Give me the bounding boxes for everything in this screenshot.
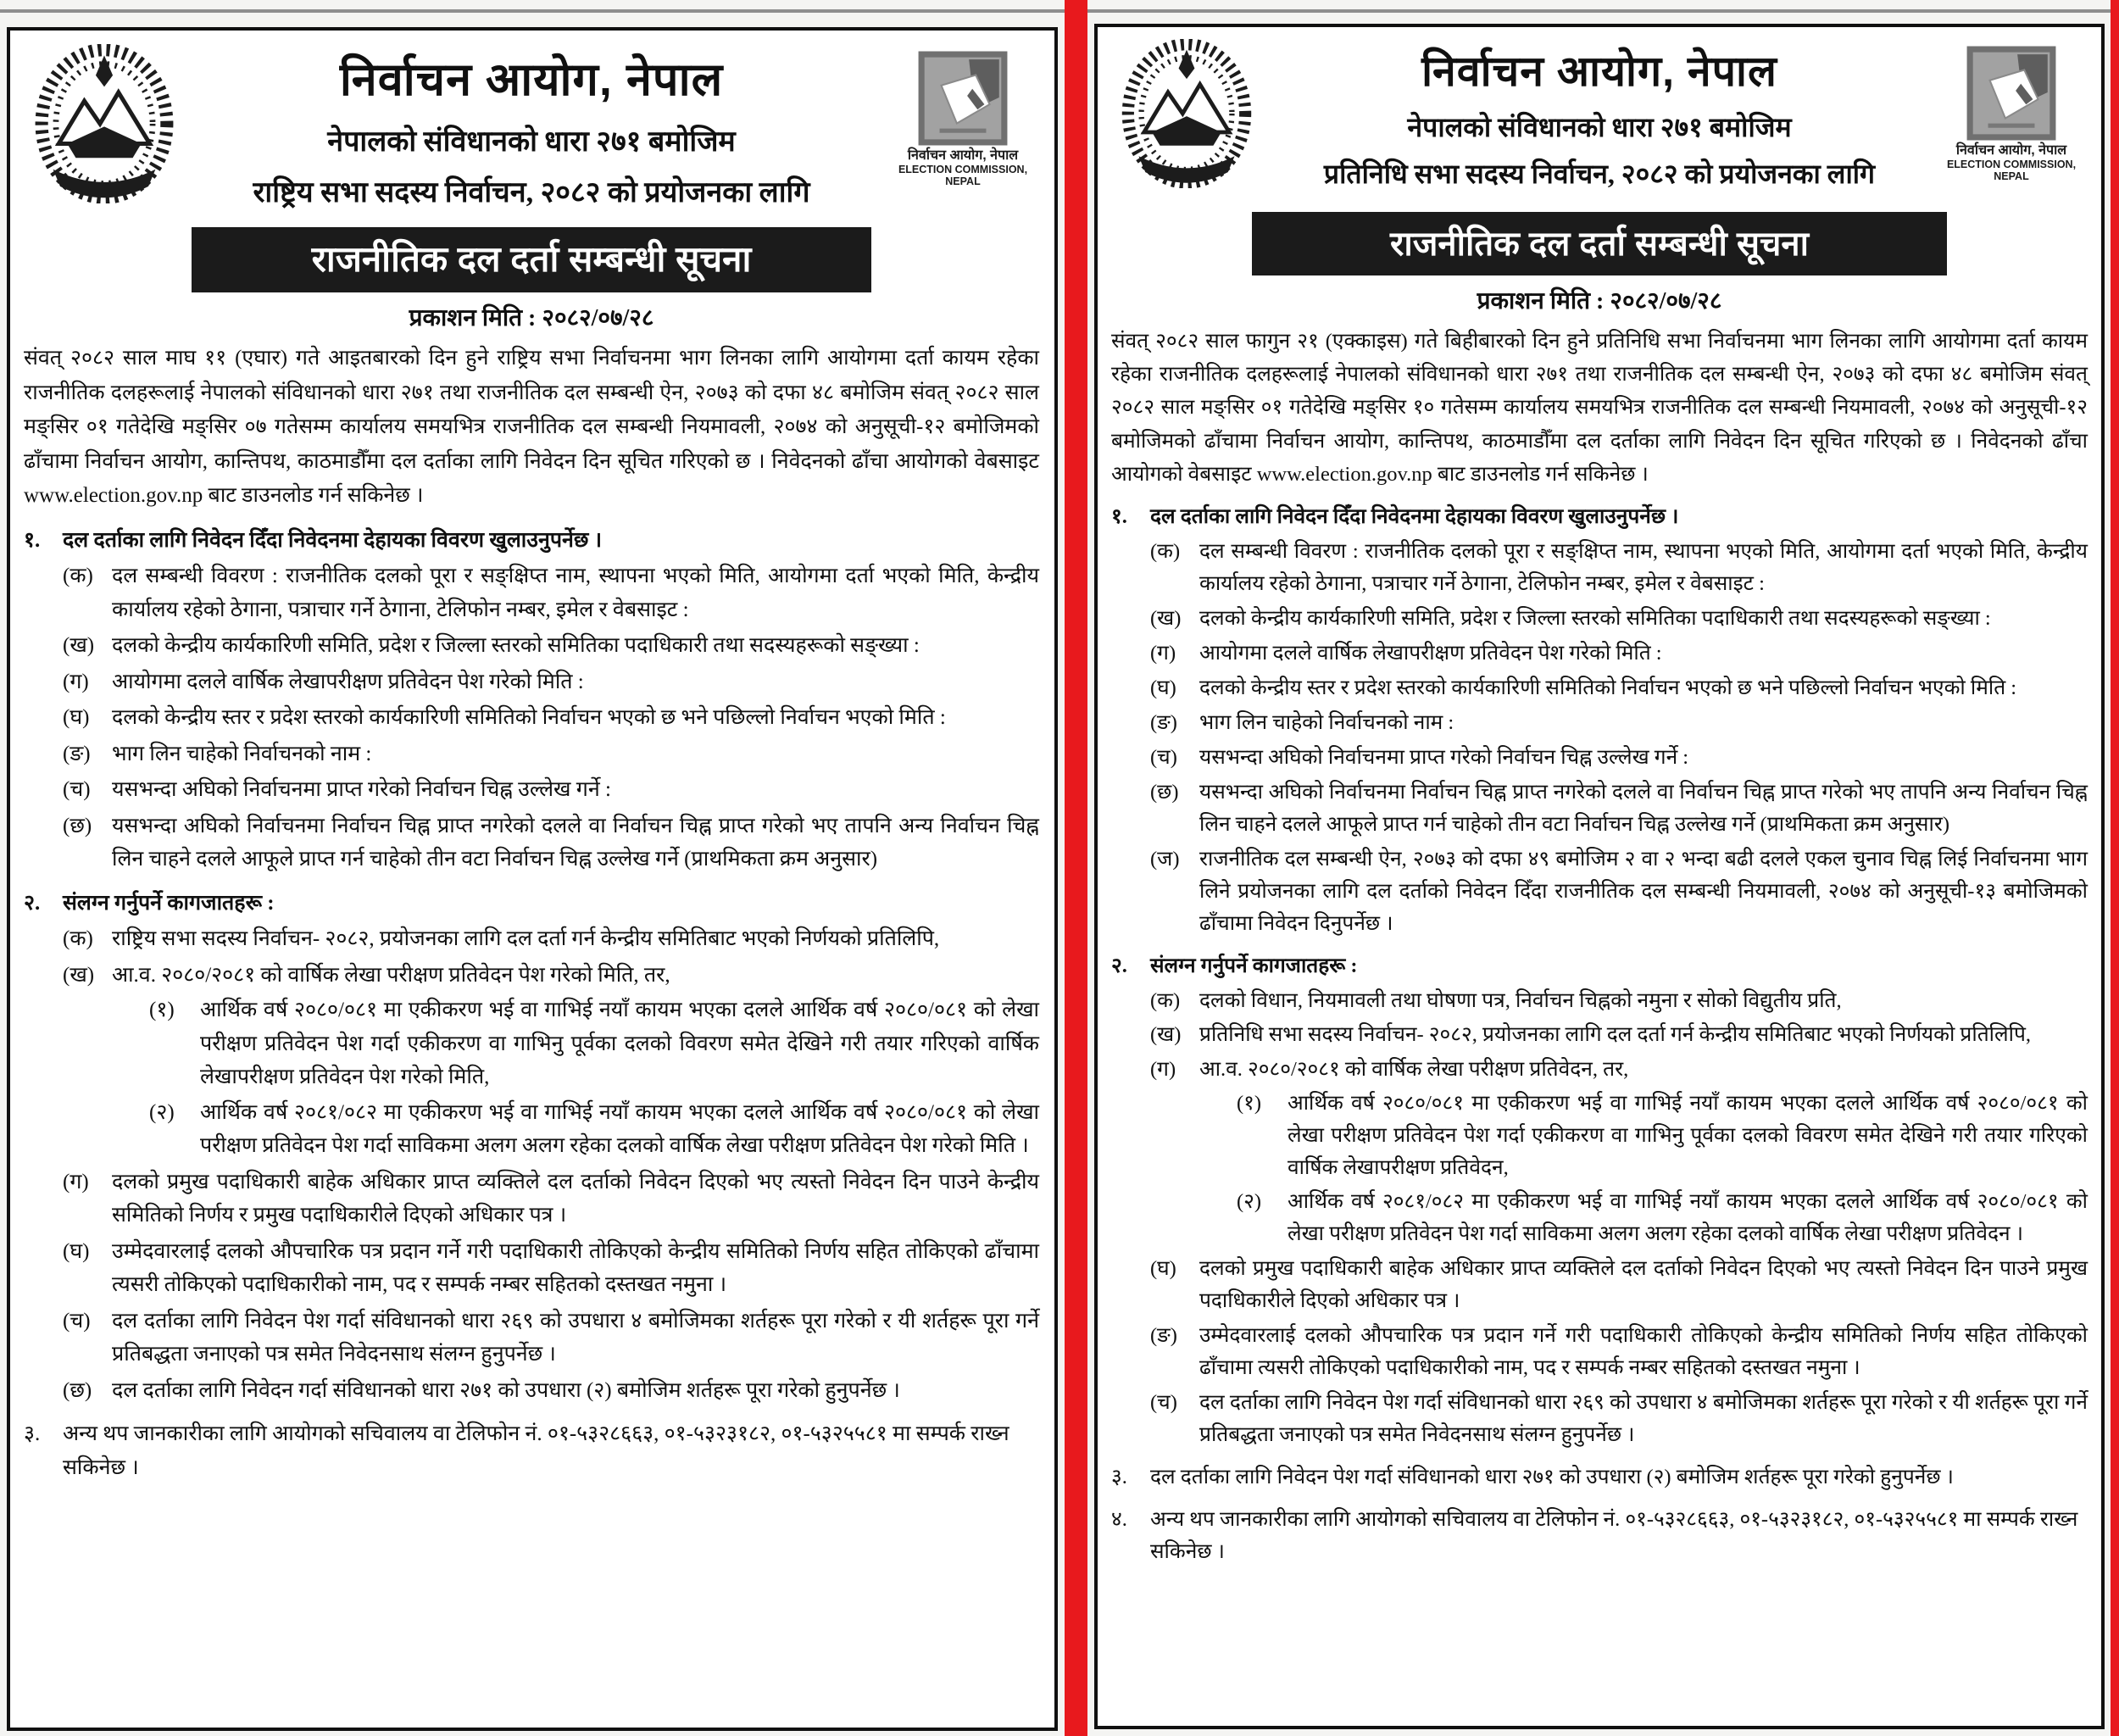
item-text	[112, 737, 1039, 771]
item-label: (घ)	[1150, 1257, 1176, 1281]
item-label: (घ)	[63, 1239, 90, 1263]
list-item	[63, 559, 1039, 626]
item-text	[1199, 637, 2088, 670]
item-text-content: आ.व. २०८०/२०८१ को वार्षिक लेखा परीक्षण प्रतिवेदन पेश गरेको मिति, तर,	[112, 963, 670, 987]
sub-item-text: आर्थिक वर्ष २०८१/०८२ मा एकीकरण भई वा गाभिई नयाँ कायम भएका दलले आर्थिक वर्ष २०८०/०८१ को लेखा परीक्षण प्रतिवेदन पेश गर्दा साविकमा अलग अलग रहेका दलको वार्षिक लेखा परीक्षण प्रतिवेदन पेश गरेको मिति ।	[200, 1100, 1039, 1157]
list-item	[1150, 1253, 2088, 1317]
item-text	[112, 629, 1039, 663]
sub-item-label: (१)	[149, 999, 175, 1021]
item-label: (क)	[63, 927, 93, 950]
item-text	[112, 922, 1039, 956]
item-label: (च)	[1150, 745, 1177, 769]
item-label: (ज)	[1150, 847, 1180, 871]
section	[1111, 950, 2088, 1452]
item-label: (च)	[1150, 1391, 1177, 1415]
list-item	[63, 922, 1039, 956]
item-label: (ख)	[1150, 1023, 1182, 1047]
section	[1111, 1504, 2088, 1568]
subtitle-election: प्रतिनिधि सभा सदस्य निर्वाचन, २०८२ को प्रयोजनका लागि	[1323, 159, 1876, 189]
item-text-content: राष्ट्रिय सभा सदस्य निर्वाचन- २०८२, प्रयोजनका लागि दल दर्ता गर्न केन्द्रीय समितिबाट भएको निर्णयको प्रतिलिपि,	[112, 927, 940, 950]
item-text-content: राजनीतिक दल सम्बन्धी ऐन, २०७३ को दफा ४९ बमोजिम २ वा २ भन्दा बढी दलले एकल चुनाव चिह्न लिई निर्वाचनमा भाग लिने प्रयोजनका लागि दल दर्ताको निवेदन दिँदा राजनीतिक दल सम्बन्धी नियमावली, २०७४ को अनुसूची-१३ बमोजिमको ढाँचामा निवेदन दिनुपर्नेछ ।	[1199, 847, 2088, 935]
item-text	[1199, 707, 2088, 739]
right-doc-titles	[1268, 34, 1931, 192]
list-item	[1150, 603, 2088, 635]
sub-item	[149, 1096, 1039, 1163]
list-item	[1150, 742, 2088, 774]
section	[1111, 501, 2088, 940]
right-doc-header	[1111, 34, 2088, 203]
list-item	[63, 810, 1039, 876]
section-body	[63, 1417, 1039, 1484]
list-item	[1150, 1054, 2088, 1250]
section-number: ४.	[1111, 1508, 1127, 1532]
item-label: (घ)	[1150, 676, 1176, 699]
sub-item-label: (२)	[149, 1100, 175, 1124]
item-text-content: यसभन्दा अघिको निर्वाचनमा प्राप्त गरेको निर्वाचन चिह्न उल्लेख गर्ने :	[1199, 745, 1689, 769]
list-item	[63, 665, 1039, 699]
sub-item-text: आर्थिक वर्ष २०८१/०८२ मा एकीकरण भई वा गाभिई नयाँ कायम भएका दलले आर्थिक वर्ष २०८०/०८१ को लेखा परीक्षण प्रतिवेदन पेश गर्दा साविकमा अलग अलग रहेका दलको वार्षिक लेखा परीक्षण प्रतिवेदन ।	[1288, 1190, 2088, 1246]
section-number: २.	[1111, 954, 1127, 977]
intro-paragraph: संवत् २०८२ साल माघ ११ (एघार) गते आइतबारको दिन हुने राष्ट्रिय सभा निर्वाचनमा भाग लिनका लागि आयोगमा दर्ता कायम रहेका राजनीतिक दलहरूलाई नेपालको संविधानको धारा २७१ तथा राजनीतिक दल सम्बन्धी ऐन, २०७३ को दफा ४८ बमोजिम संवत् २०८२ साल मङ्सिर ०१ गतेदेखि मङ्सिर ०७ गतेसम्म कार्यालय समयभित्र राजनीतिक दल सम्बन्धी नियमावली, २०७४ को अनुसूची-१२ बमोजिमको ढाँचामा निर्वाचन आयोग, कान्तिपथ, काठमाडौँमा दल दर्ताका लागि निवेदन दिन सूचित गरिएको छ । निवेदनको ढाँचा आयोगको वेबसाइट www.election.gov.np बाट डाउनलोड गर्न सकिनेछ ।	[24, 347, 1039, 507]
item-label: (क)	[63, 565, 93, 587]
item-text-content: उम्मेदवारलाई दलको औपचारिक पत्र प्रदान गर्ने गरी पदाधिकारी तोकिएको केन्द्रीय समितिको निर्णय सहित तोकिएको ढाँचामा त्यसरी तोकिएको पदाधिकारीको नाम, पद र सम्पर्क नम्बर सहितको दस्तखत नमुना ।	[1199, 1324, 2088, 1380]
list-item	[63, 1374, 1039, 1408]
item-label: (ग)	[1150, 641, 1176, 665]
sub-item	[1237, 1186, 2088, 1250]
sections-list	[1111, 501, 2088, 1568]
item-label: (घ)	[63, 706, 90, 729]
item-text-content: दलको केन्द्रीय कार्यकारिणी समिति, प्रदेश र जिल्ला स्तरको समितिका पदाधिकारी तथा सदस्यहरूको सङ्ख्या :	[1199, 606, 1991, 630]
item-label: (ग)	[63, 670, 89, 693]
section-number: १.	[1111, 504, 1127, 528]
item-text-content: भाग लिन चाहेको निर्वाचनको नाम :	[1199, 710, 1454, 734]
item-text	[112, 773, 1039, 807]
item-text	[112, 701, 1039, 735]
list-item	[1150, 1019, 2088, 1051]
item-text-content: यसभन्दा अघिको निर्वाचनमा प्राप्त गरेको निर्वाचन चिह्न उल्लेख गर्ने :	[112, 778, 611, 801]
item-text	[112, 559, 1039, 626]
section-heading: दल दर्ताका लागि निवेदन दिँदा निवेदनमा देहायका विवरण खुलाउनुपर्नेछ ।	[63, 528, 603, 552]
intro-paragraph: संवत् २०८२ साल फागुन २१ (एक्काइस) गते बिहीबारको दिन हुने प्रतिनिधि सभा निर्वाचनमा भाग लिनका लागि आयोगमा दर्ता कायम रहेका राजनीतिक दलहरूलाई नेपालको संविधानको धारा २७१ तथा राजनीतिक दल सम्बन्धी ऐन, २०७३ को दफा ४८ बमोजिम संवत् २०८२ साल मङ्सिर ०१ गतेदेखि मङ्सिर १० गतेसम्म कार्यालय समयभित्र राजनीतिक दल सम्बन्धी नियमावली, २०७४ को अनुसूची-१२ बमोजिमको ढाँचामा निर्वाचन आयोग, कान्तिपथ, काठमाडौँमा दल दर्ताका लागि निवेदन दिन सूचित गरिएको छ । निवेदनको ढाँचा आयोगको वेबसाइट www.election.gov.np बाट डाउनलोड गर्न सकिनेछ ।	[1111, 330, 2088, 486]
list-item	[1150, 637, 2088, 670]
list-item	[1150, 672, 2088, 704]
logo-caption-nepali: निर्वाचन आयोग, नेपाल	[907, 148, 1019, 163]
list-item	[63, 737, 1039, 771]
top-scan-rule	[0, 9, 2119, 13]
item-label: (छ)	[63, 814, 92, 837]
item-text	[1199, 776, 2088, 841]
section-heading: संलग्न गर्नुपर्ने कागजातहरू :	[1150, 954, 1358, 977]
list-item	[63, 1235, 1039, 1302]
item-text	[1199, 536, 2088, 600]
publication-date: प्रकाशन मिति : २०८२/०७/२८	[409, 305, 654, 331]
list-item	[1150, 843, 2088, 940]
item-text-content: दल सम्बन्धी विवरण : राजनीतिक दलको पूरा र सङ्क्षिप्त नाम, स्थापना भएको मिति, आयोगमा दर्ता भएको मिति, केन्द्रीय कार्यालय रहेको ठेगाना, पत्राचार गर्ने ठेगाना, टेलिफोन नम्बर, इमेल र वेबसाइट :	[112, 565, 1039, 621]
section	[24, 887, 1039, 1408]
list-item	[1150, 536, 2088, 600]
item-text	[1199, 843, 2088, 940]
section-heading: अन्य थप जानकारीका लागि आयोगको सचिवालय वा टेलिफोन नं. ०१-५३२८६६३, ०१-५३२३१८२, ०१-५३२५५८१ मा सम्पर्क राख्न सकिनेछ ।	[63, 1422, 1009, 1479]
item-text	[1199, 1387, 2088, 1451]
item-label: (छ)	[1150, 780, 1179, 804]
item-text-content: दल दर्ताका लागि निवेदन पेश गर्दा संविधानको धारा २६९ को उपधारा ४ बमोजिमका शर्तहरू पूरा गरेको र यी शर्तहरू पूरा गर्ने प्रतिबद्धता जनाएको पत्र समेत निवेदनसाथ संलग्न हुनुपर्नेछ ।	[1199, 1391, 2088, 1447]
list-item	[1150, 1320, 2088, 1384]
item-label: (च)	[63, 1309, 91, 1333]
item-text-content: दल दर्ताका लागि निवेदन पेश गर्दा संविधानको धारा २६९ को उपधारा ४ बमोजिमका शर्तहरू पूरा गरेको र यी शर्तहरू पूरा गर्ने प्रतिबद्धता जनाएको पत्र समेत निवेदनसाथ संलग्न हुनुपर्नेछ ।	[112, 1309, 1039, 1366]
item-text-content: आयोगमा दलले वार्षिक लेखापरीक्षण प्रतिवेदन पेश गरेको मिति :	[112, 670, 584, 693]
section-body	[1150, 501, 2088, 940]
sub-item-label: (१)	[1237, 1092, 1262, 1116]
item-text	[1199, 1019, 2088, 1051]
item-label: (ङ)	[1150, 1324, 1177, 1348]
item-text-content: दल दर्ताका लागि निवेदन गर्दा संविधानको धारा २७१ को उपधारा (२) बमोजिम शर्तहरू पूरा गरेको हुनुपर्नेछ ।	[112, 1378, 900, 1402]
list-item	[1150, 985, 2088, 1017]
item-label: (क)	[1150, 539, 1181, 563]
center-red-divider	[1065, 0, 1087, 1736]
list-item	[63, 701, 1039, 735]
logo-caption-english: ELECTION COMMISSION, NEPAL	[1946, 158, 2077, 182]
org-title: निर्वाचन आयोग, नेपाल	[1421, 47, 1777, 95]
left-doc-header	[24, 39, 1039, 219]
list-item	[1150, 707, 2088, 739]
list-item	[63, 959, 1039, 1163]
sub-item	[149, 993, 1039, 1094]
section	[24, 524, 1039, 876]
item-text	[112, 665, 1039, 699]
logo-caption-english: ELECTION COMMISSION, NEPAL	[898, 163, 1028, 187]
item-label: (ख)	[63, 634, 95, 657]
section-heading: दल दर्ताका लागि निवेदन दिँदा निवेदनमा देहायका विवरण खुलाउनुपर्नेछ ।	[1150, 504, 1679, 528]
item-text	[1199, 603, 2088, 635]
item-text	[1199, 672, 2088, 704]
item-text-content: दलको विधान, नियमावली तथा घोषणा पत्र, निर्वाचन चिह्नको नमुना र सोको विद्युतीय प्रति,	[1199, 988, 1842, 1012]
section	[1111, 1461, 2088, 1494]
section-number: ३.	[24, 1422, 41, 1445]
section-heading: अन्य थप जानकारीका लागि आयोगको सचिवालय वा टेलिफोन नं. ०१-५३२८६६३, ०१-५३२३१८२, ०१-५३२५५८१ मा सम्पर्क राख्न सकिनेछ ।	[1150, 1508, 2078, 1563]
item-text	[1199, 1320, 2088, 1384]
item-label: (ङ)	[1150, 710, 1177, 734]
item-text	[112, 959, 1039, 1163]
election-commission-logo	[1937, 46, 2086, 182]
right-edge-red-divider	[2111, 0, 2119, 1736]
notice-banner: राजनीतिक दल दर्ता सम्बन्धी सूचना	[1252, 212, 1947, 275]
item-text-content: दलको प्रमुख पदाधिकारी बाहेक अधिकार प्राप्त व्यक्तिले दल दर्ताको निवेदन दिएको भए त्यस्तो निवेदन दिन पाउने प्रमुख पदाधिकारीले दिएको अधिकार पत्र ।	[1199, 1257, 2088, 1313]
nepal-coat-of-arms-icon	[29, 44, 180, 203]
item-text	[1199, 985, 2088, 1017]
ballot-box-icon	[1964, 46, 2059, 141]
list-item	[63, 1166, 1039, 1232]
item-label: (क)	[1150, 988, 1181, 1012]
list-item	[63, 1305, 1039, 1372]
notice-banner: राजनीतिक दल दर्ता सम्बन्धी सूचना	[192, 227, 872, 292]
item-label: (छ)	[63, 1378, 92, 1402]
right-notice-page	[1094, 24, 2105, 1729]
item-text	[112, 1374, 1039, 1408]
section-number: १.	[24, 528, 41, 552]
item-text-content: यसभन्दा अघिको निर्वाचनमा निर्वाचन चिह्न प्राप्त नगरेको दलले वा निर्वाचन चिह्न प्राप्त गरेको भए तापनि अन्य निर्वाचन चिह्न लिन चाहने दलले आफूले प्राप्त गर्न चाहेको तीन वटा निर्वाचन चिह्न उल्लेख गर्ने (प्राथमिकता क्रम अनुसार)	[1199, 780, 2088, 836]
section-body	[63, 887, 1039, 1408]
section-body	[1150, 1461, 2088, 1494]
list-item	[1150, 1387, 2088, 1451]
subtitle-article: नेपालको संविधानको धारा २७१ बमोजिम	[327, 126, 736, 158]
sub-item-text: आर्थिक वर्ष २०८०/०८१ मा एकीकरण भई वा गाभिई नयाँ कायम भएका दलले आर्थिक वर्ष २०८०/०८१ को लेखा परीक्षण प्रतिवेदन पेश गर्दा एकीकरण वा गाभिनु पूर्वका दलको विवरण समेत देखिने गरी तयार गरिएको वार्षिक लेखापरीक्षण प्रतिवेदन पेश गरेको मिति,	[200, 999, 1039, 1088]
item-label: (ग)	[1150, 1058, 1176, 1082]
election-commission-logo	[888, 51, 1037, 187]
nepal-coat-of-arms-icon	[1116, 39, 1257, 188]
section-heading: दल दर्ताका लागि निवेदन पेश गर्दा संविधानको धारा २७१ को उपधारा (२) बमोजिम शर्तहरू पूरा गरेको हुनुपर्नेछ ।	[1150, 1466, 1954, 1489]
item-label: (ख)	[63, 963, 95, 987]
item-text-content: दलको केन्द्रीय स्तर र प्रदेश स्तरको कार्यकारिणी समितिको निर्वाचन भएको छ भने पछिल्लो निर्वाचन भएको मिति :	[112, 706, 946, 729]
subtitle-election: राष्ट्रिय सभा सदस्य निर्वाचन, २०८२ को प्रयोजनका लागि	[253, 177, 810, 209]
item-text	[112, 810, 1039, 876]
section-body	[1150, 950, 2088, 1452]
item-text-content: दलको प्रमुख पदाधिकारी बाहेक अधिकार प्राप्त व्यक्तिले दल दर्ताको निवेदन दिएको भए त्यस्तो निवेदन दिन पाउने केन्द्रीय समितिको निर्णय र प्रमुख पदाधिकारीले दिएको अधिकार पत्र ।	[112, 1170, 1039, 1227]
publication-date: प्रकाशन मिति : २०८२/०७/२८	[1477, 288, 1722, 314]
item-text-content: दल सम्बन्धी विवरण : राजनीतिक दलको पूरा र सङ्क्षिप्त नाम, स्थापना भएको मिति, आयोगमा दर्ता भएको मिति, केन्द्रीय कार्यालय रहेको ठेगाना, पत्राचार गर्ने ठेगाना, टेलिफोन नम्बर, इमेल र वेबसाइट :	[1199, 539, 2088, 595]
section-heading: संलग्न गर्नुपर्ने कागजातहरू :	[63, 891, 275, 915]
item-text-content: आयोगमा दलले वार्षिक लेखापरीक्षण प्रतिवेदन पेश गरेको मिति :	[1199, 641, 1662, 665]
ballot-box-icon	[915, 51, 1010, 146]
sub-item	[1237, 1088, 2088, 1184]
section-body	[1150, 1504, 2088, 1568]
sub-item-text: आर्थिक वर्ष २०८०/०८१ मा एकीकरण भई वा गाभिई नयाँ कायम भएका दलले आर्थिक वर्ष २०८०/०८१ को लेखा परीक्षण प्रतिवेदन पेश गर्दा एकीकरण वा गाभिनु पूर्वका दलको विवरण समेत देखिने गरी तयार गरिएको वार्षिक लेखापरीक्षण प्रतिवेदन,	[1288, 1092, 2088, 1180]
logo-caption-nepali: निर्वाचन आयोग, नेपाल	[1955, 143, 2067, 158]
logo-caption	[1937, 143, 2086, 182]
item-text	[1199, 742, 2088, 774]
item-text-content: आ.व. २०८०/२०८१ को वार्षिक लेखा परीक्षण प्रतिवेदन, तर,	[1199, 1058, 1629, 1082]
item-text	[112, 1305, 1039, 1372]
section-number: २.	[24, 891, 41, 915]
section-number: ३.	[1111, 1466, 1127, 1489]
section	[24, 1417, 1039, 1484]
item-text-content: उम्मेदवारलाई दलको औपचारिक पत्र प्रदान गर्ने गरी पदाधिकारी तोकिएको केन्द्रीय समितिको निर्णय सहित तोकिएको ढाँचामा त्यसरी तोकिएको पदाधिकारीको नाम, पद र सम्पर्क नम्बर सहितको दस्तखत नमुना ।	[112, 1239, 1039, 1296]
item-label: (ङ)	[63, 742, 91, 765]
left-doc-titles	[181, 39, 882, 210]
section-body	[63, 524, 1039, 876]
subtitle-article: नेपालको संविधानको धारा २७१ बमोजिम	[1407, 112, 1792, 142]
left-notice-page	[7, 27, 1058, 1731]
item-text-content: दलको केन्द्रीय स्तर र प्रदेश स्तरको कार्यकारिणी समितिको निर्वाचन भएको छ भने पछिल्लो निर्वाचन भएको मिति :	[1199, 676, 2017, 699]
item-text-content: प्रतिनिधि सभा सदस्य निर्वाचन- २०८२, प्रयोजनका लागि दल दर्ता गर्न केन्द्रीय समितिबाट भएको निर्णयको प्रतिलिपि,	[1199, 1023, 2032, 1047]
item-label: (ख)	[1150, 606, 1182, 630]
item-text	[112, 1235, 1039, 1302]
list-item	[1150, 776, 2088, 841]
item-text	[112, 1166, 1039, 1232]
logo-caption	[888, 148, 1037, 187]
item-label: (ग)	[63, 1170, 89, 1194]
sections-list	[24, 524, 1039, 1485]
sub-item-label: (२)	[1237, 1190, 1262, 1214]
item-text	[1199, 1253, 2088, 1317]
list-item	[63, 773, 1039, 807]
list-item	[63, 629, 1039, 663]
item-text	[1199, 1054, 2088, 1250]
item-label: (च)	[63, 778, 91, 801]
item-text-content: भाग लिन चाहेको निर्वाचनको नाम :	[112, 742, 372, 765]
item-text-content: दलको केन्द्रीय कार्यकारिणी समिति, प्रदेश र जिल्ला स्तरको समितिका पदाधिकारी तथा सदस्यहरूको सङ्ख्या :	[112, 634, 920, 657]
org-title: निर्वाचन आयोग, नेपाल	[339, 54, 724, 105]
item-text-content: यसभन्दा अघिको निर्वाचनमा निर्वाचन चिह्न प्राप्त नगरेको दलले वा निर्वाचन चिह्न प्राप्त गरेको भए तापनि अन्य निर्वाचन चिह्न लिन चाहने दलले आफूले प्राप्त गर्न चाहेको तीन वटा निर्वाचन चिह्न उल्लेख गर्ने (प्राथमिकता क्रम अनुसार)	[112, 814, 1039, 871]
